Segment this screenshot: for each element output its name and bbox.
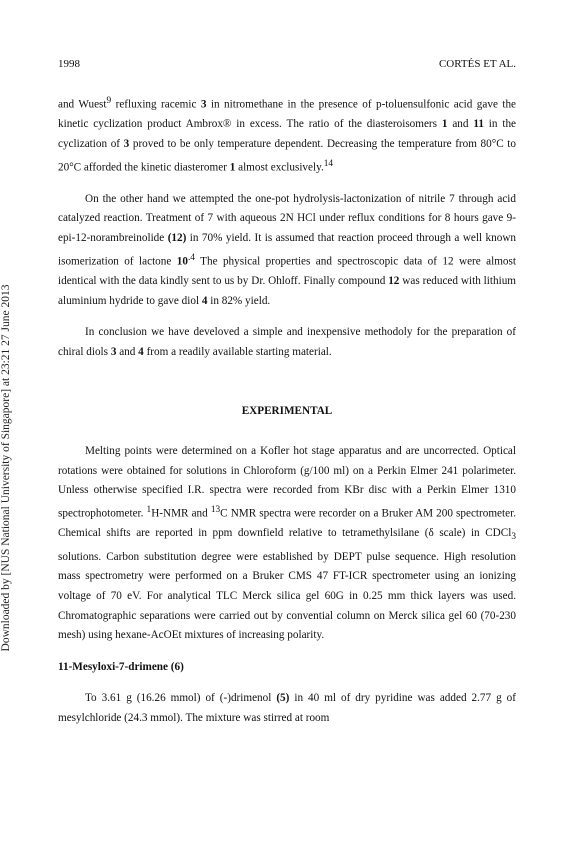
text: and Wuest	[58, 98, 107, 111]
text: C NMR spectra were recorder on a Bruker AM 200 spectrometer. Chemical shifts are reported in ppm downfield relative to tetramethylsilane (δ scale) in CDCl	[58, 507, 516, 540]
citation: 9	[106, 96, 112, 106]
compound-ref: 4	[138, 345, 144, 358]
text: solutions. Carbon substitution degree were established by DEPT pulse sequence. High resolution mass spectrometry were performed on a Bruker CMS 47 FT-ICR spectrometer using an ionizing voltage of 70 eV. For analytical TLC Merck silica gel 60G in 0.25 mm thick layers was used. Chromatographic separations were carried out by convential column on Merck silica gel 60 (70-230 mesh) using hexane-AcOEt mixtures of increasing polarity.	[58, 550, 516, 642]
text: and	[447, 118, 474, 131]
text: from a readily available starting material.	[143, 345, 332, 358]
text: The physical properties and spectroscopic data of 12 were almost identical with the data kindly sent to us by Dr. Ohloff. Finally compound	[58, 255, 516, 287]
citation: .4	[187, 252, 195, 263]
text: H-NMR and	[151, 507, 211, 520]
download-note: Downloaded by [NUS National University of Singapore] at 23:21 27 June 2013	[0, 284, 12, 652]
text: On the other hand we attempted the one-pot hydrolysis-lactonization of nitrile 7 through acid catalyzed reaction. Treatment of 7 with aqueous 2N HCl under reflux conditions for 8 hours gave 9-epi-12-norambreinolide	[58, 192, 516, 245]
text: in the cyclization of	[58, 118, 517, 150]
compound-ref: 1	[441, 118, 448, 131]
subsection-heading: 11-Mesyloxi-7-drimene (6)	[58, 660, 184, 673]
page-number: 1998	[58, 58, 80, 70]
article-body	[58, 92, 516, 741]
compound-ref: (12)	[167, 232, 187, 245]
subscript: 3	[511, 532, 516, 543]
compound-ref: 10	[176, 255, 188, 268]
paragraph-2	[58, 190, 516, 311]
section-heading: EXPERIMENTAL	[241, 405, 333, 418]
text: in nitromethane in the presence of p-toluensulfonic acid gave the kinetic cyclization product Ambrox® in excess. The ratio of the diasteroisomers	[58, 98, 516, 131]
superscript: 13	[210, 504, 221, 515]
text: in 70% yield. It is assumed that reaction proceed through a well known isomerization of lactone	[58, 232, 516, 268]
text: proved to be only temperature dependent. Decreasing the temperature from 80°C to 20°C afforded the kinetic diasteromer	[58, 137, 516, 174]
compound-ref: 11	[473, 118, 484, 131]
paragraph-4	[58, 442, 516, 646]
superscript: 1	[146, 504, 152, 515]
text: refluxing racemic	[111, 98, 201, 111]
compound-ref: 3	[123, 137, 130, 150]
paragraph-1	[58, 92, 516, 178]
text: and	[116, 345, 139, 358]
compound-ref: 3	[200, 98, 207, 111]
text: was reduced with lithium aluminium hydride to gave diol	[58, 274, 517, 307]
compound-ref: (5)	[276, 692, 290, 705]
paragraph-3	[58, 323, 516, 362]
text: To 3.61 g (16.26 mmol) of (-)drimenol	[85, 692, 277, 705]
citation: 14	[323, 158, 334, 169]
paragraph-5	[58, 689, 516, 728]
text: in 40 ml of dry pyridine was added 2.77 g of mesylchloride (24.3 mmol). The mixture was stirred at room	[58, 692, 516, 725]
text: almost exclusively.	[235, 161, 324, 174]
text: in 82% yield.	[207, 294, 271, 307]
running-authors: CORTÉS ET AL.	[438, 58, 516, 70]
compound-ref: 12	[388, 274, 400, 287]
text: Melting points were determined on a Kofler hot stage apparatus and are uncorrected. Optical rotations were obtained for solutions in Chloroform (g/100 ml) on a Perkin Elmer 241 polarimeter. Unless otherwise specified I.R. spectra were recorded from KBr disc with a Perkin Elmer 1310 spectrophotometer.	[58, 444, 516, 520]
compound-ref: 4	[201, 294, 208, 307]
compound-ref: 1	[229, 161, 236, 174]
text: In conclusion we have develoved a simple and inexpensive methodoly for the preparation of chiral diols	[58, 326, 516, 358]
compound-ref: 3	[110, 345, 117, 358]
